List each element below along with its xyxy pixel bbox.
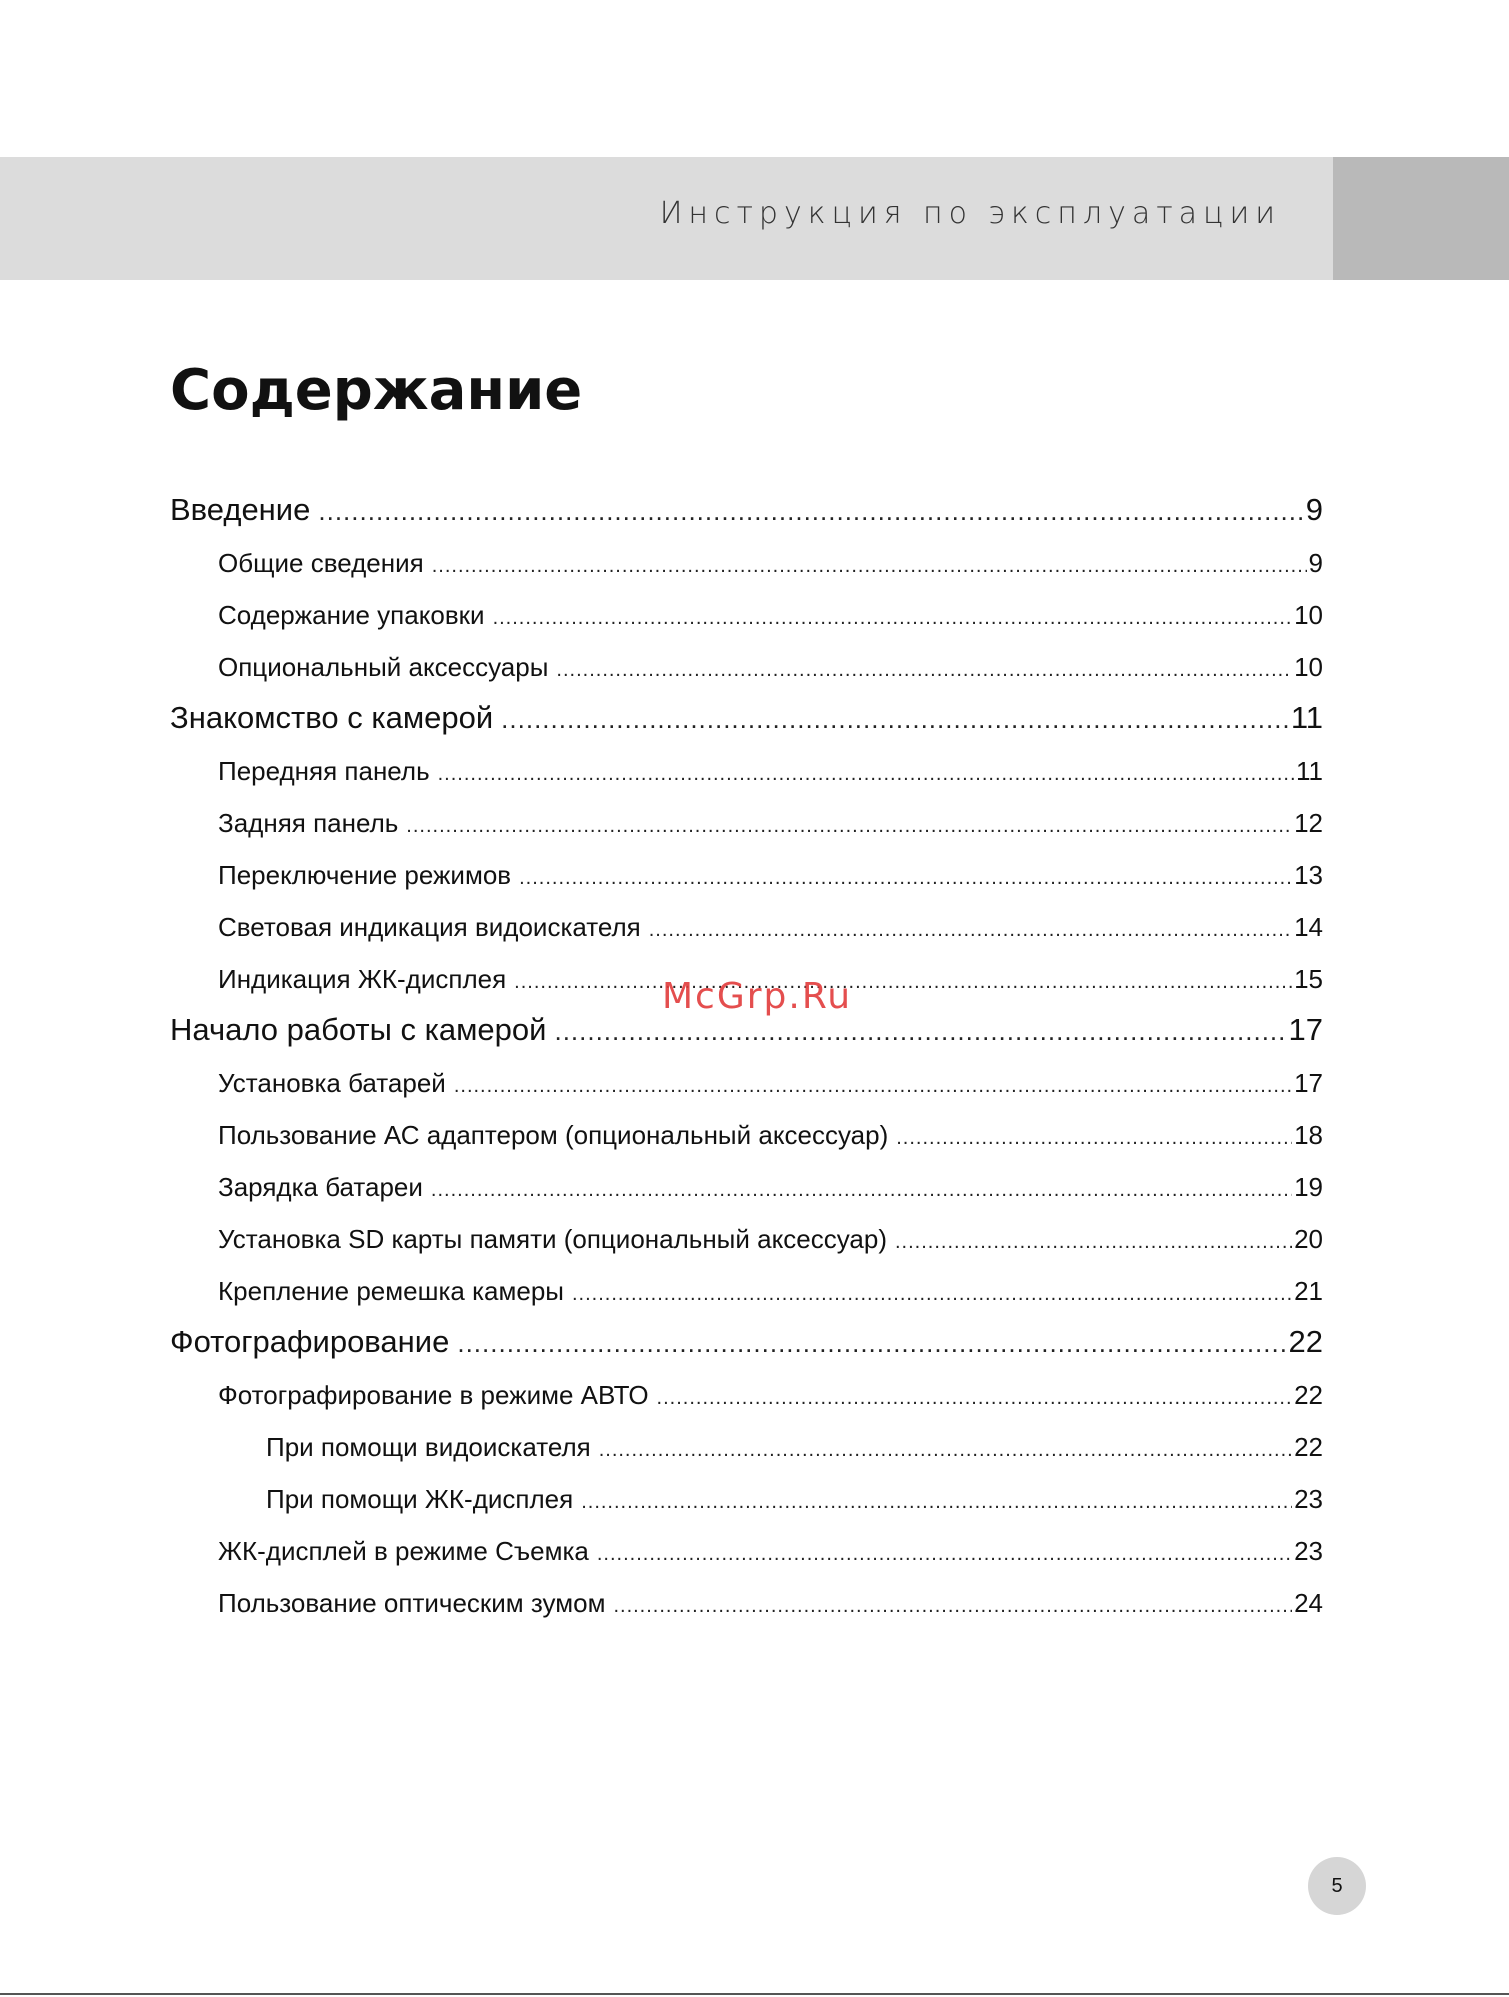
toc-entry-page: 22	[1294, 1432, 1323, 1462]
toc-entry[interactable]	[218, 808, 1323, 839]
toc-leader	[657, 1380, 1293, 1411]
toc-entry-label: Знакомство с камерой	[170, 700, 494, 735]
toc-leader	[599, 1432, 1292, 1463]
toc-entry[interactable]	[218, 1068, 1323, 1099]
toc-entry-page: 9	[1305, 492, 1323, 527]
toc-leader	[454, 1068, 1292, 1099]
toc-entry[interactable]	[218, 1380, 1323, 1411]
toc-entry-label: Зарядка батареи	[218, 1172, 423, 1202]
toc-leader	[438, 756, 1294, 787]
toc-entry-page: 18	[1294, 1120, 1323, 1150]
toc-leader	[514, 964, 1292, 995]
toc-leader	[431, 1172, 1292, 1203]
toc-entry-page: 11	[1290, 700, 1323, 735]
toc-entry[interactable]	[218, 548, 1323, 579]
toc-entry-label: Фотографирование	[170, 1324, 450, 1359]
toc-entry-page: 23	[1294, 1536, 1323, 1566]
toc-entry-label: Установка батарей	[218, 1068, 446, 1098]
toc-entry-label: Передняя панель	[218, 756, 430, 786]
toc-entry[interactable]	[218, 1588, 1323, 1619]
toc-leader	[572, 1276, 1292, 1307]
toc-entry-label: Общие сведения	[218, 548, 424, 578]
toc-entry-label: ЖК-дисплей в режиме Съемка	[218, 1536, 589, 1566]
toc-entry-label: Крепление ремешка камеры	[218, 1276, 564, 1306]
toc-entry-page: 22	[1294, 1380, 1323, 1410]
toc-entry-label: Индикация ЖК-дисплея	[218, 964, 507, 994]
toc-entry-label: При помощи ЖК-дисплея	[266, 1484, 574, 1514]
watermark: McGrp.Ru	[662, 976, 853, 1017]
toc-leader	[556, 652, 1292, 683]
toc-entry-label: Содержание упаковки	[218, 600, 485, 630]
toc-entry-page: 22	[1288, 1324, 1323, 1359]
toc-entry[interactable]	[218, 1172, 1323, 1203]
toc-entry[interactable]	[218, 1276, 1323, 1307]
toc-leader	[519, 860, 1292, 891]
toc-entry-label: Задняя панель	[218, 808, 399, 838]
toc-entry[interactable]	[218, 652, 1323, 683]
toc-entry[interactable]	[218, 600, 1323, 631]
toc-entry[interactable]	[266, 1432, 1323, 1463]
toc-entry-page: 9	[1308, 548, 1323, 578]
toc-entry[interactable]	[170, 1324, 1323, 1360]
toc-entry[interactable]	[218, 1224, 1323, 1255]
page-number: 5	[1331, 1874, 1343, 1897]
toc-entry-label: Начало работы с камерой	[170, 1012, 547, 1047]
toc-entry-label: Переключение режимов	[218, 860, 512, 890]
toc-entry[interactable]	[218, 912, 1323, 943]
toc-entry-label: Пользование АС адаптером (опциональный аксессуар)	[218, 1120, 889, 1150]
toc-leader	[406, 808, 1292, 839]
toc-entry[interactable]	[170, 1012, 1323, 1048]
toc-entry-label: Фотографирование в режиме АВТО	[218, 1380, 649, 1410]
page-title: Содержание	[170, 358, 583, 423]
toc-leader	[457, 1324, 1286, 1360]
toc-leader	[597, 1536, 1292, 1567]
toc-entry[interactable]	[266, 1484, 1323, 1515]
toc-entry-page: 21	[1294, 1276, 1323, 1306]
toc-entry-label: Опциональный аксессуары	[218, 652, 549, 682]
toc-entry[interactable]	[218, 1536, 1323, 1567]
toc-entry-label: Введение	[170, 492, 311, 527]
toc-leader	[896, 1120, 1292, 1151]
toc-leader	[649, 912, 1292, 943]
toc-leader	[318, 492, 1303, 528]
toc-entry-page: 19	[1294, 1172, 1323, 1202]
toc-leader	[501, 700, 1289, 736]
page-number-badge	[1308, 1857, 1366, 1915]
toc-leader	[895, 1224, 1292, 1255]
toc-leader	[554, 1012, 1286, 1048]
toc-entry[interactable]	[218, 860, 1323, 891]
header-title: Инструкция по эксплуатации	[659, 196, 1281, 231]
toc-leader	[581, 1484, 1292, 1515]
toc-entry-page: 12	[1294, 808, 1323, 838]
toc-entry[interactable]	[218, 756, 1323, 787]
toc-entry-page: 14	[1294, 912, 1323, 942]
toc-entry-label: Пользование оптическим зумом	[218, 1588, 606, 1618]
toc-entry-page: 10	[1294, 652, 1323, 682]
toc-entry-page: 20	[1294, 1224, 1323, 1254]
toc-entry[interactable]	[218, 1120, 1323, 1151]
toc-entry-page: 10	[1294, 600, 1323, 630]
toc-leader	[432, 548, 1307, 579]
toc-entry-page: 23	[1294, 1484, 1323, 1514]
bottom-rule	[0, 1993, 1509, 1995]
toc-entry-page: 13	[1294, 860, 1323, 890]
toc-entry-label: При помощи видоискателя	[266, 1432, 591, 1462]
toc-entry[interactable]	[170, 700, 1323, 736]
toc-entry-label: Установка SD карты памяти (опциональный аксессуар)	[218, 1224, 887, 1254]
toc-entry-page: 15	[1294, 964, 1323, 994]
header-tab	[1333, 157, 1509, 280]
toc-leader	[613, 1588, 1292, 1619]
toc-entry-page: 17	[1294, 1068, 1323, 1098]
toc-entry-page: 17	[1288, 1012, 1323, 1047]
toc-leader	[493, 600, 1293, 631]
toc-entry-page: 24	[1294, 1588, 1323, 1618]
toc-entry-label: Световая индикация видоискателя	[218, 912, 641, 942]
toc-entry-page: 11	[1296, 756, 1323, 786]
toc-entry[interactable]	[170, 492, 1323, 528]
